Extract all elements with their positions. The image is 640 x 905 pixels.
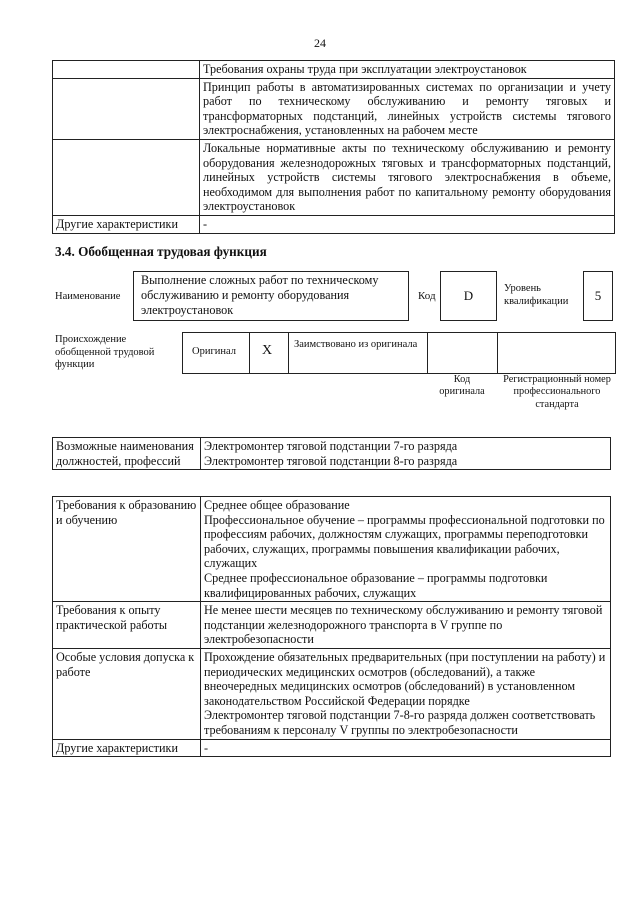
requirement-line: Профессиональное обучение – программы профессиональной подготовки по профессиям рабочих, должностям служащих, программы переподготовки рабочих, служащих, программы повышения квалификации рабочих, служащих (204, 512, 605, 571)
table-row (53, 139, 615, 215)
requirement-line: Электромонтер тяговой подстанции 7-8-го разряда должен соответствовать требованиям к персоналу V группы по электробезопасности (204, 708, 596, 737)
positions-values (201, 438, 611, 470)
reg-number-caption: Регистрационный номер профессионального стандарта (503, 374, 611, 410)
row-text: - (200, 215, 615, 233)
row-text: Локальные нормативные акты по техническому обслуживанию и ремонту оборудования железнодорожных тяговых и трансформаторных подстанций, линейных устройств системы тягового электроснабжения в объеме, необходимом для выполнения работ по капитальному ремонту оборудования электроустановок (200, 139, 615, 215)
row-label (53, 78, 200, 139)
row-label (53, 61, 200, 79)
table-row (53, 438, 611, 470)
section-title: 3.4. Обобщенная трудовая функция (55, 244, 267, 259)
function-name: Выполнение сложных работ по техническому обслуживанию и ремонту оборудования электроустановок (133, 271, 409, 321)
requirement-text (201, 497, 611, 602)
table-row (53, 602, 611, 649)
origin-divider-2 (427, 332, 498, 374)
positions-label: Возможные наименования должностей, профессий (53, 438, 201, 470)
table-row (53, 215, 615, 233)
row-text: Требования охраны труда при эксплуатации электроустановок (200, 61, 615, 79)
requirement-text (201, 648, 611, 739)
requirement-line: Не менее шести месяцев по техническому обслуживанию и ремонту тяговой подстанции железнодорожного транспорта в V группе по электробезопасности (204, 603, 603, 647)
origin-label: Происхождение обобщенной трудовой функции (55, 334, 155, 370)
table-row (53, 739, 611, 757)
requirement-line: Среднее общее образование (204, 498, 350, 512)
positions-table (52, 437, 611, 470)
table-row (53, 78, 615, 139)
requirements-table (52, 496, 611, 757)
original-mark: X (262, 343, 273, 358)
table-row (53, 497, 611, 602)
requirement-label: Особые условия допуска к работе (53, 648, 201, 739)
code-value: D (440, 271, 497, 321)
row-label: Другие характеристики (53, 215, 200, 233)
requirement-label: Другие характеристики (53, 739, 201, 757)
row-text: Принцип работы в автоматизированных системах по организации и учету работ по техническому обслуживанию и ремонту тяговых и трансформаторных подстанций, линейных устройств системы тягового электроснабжения, установленных на рабочем месте (200, 78, 615, 139)
level-label: Уровень квалификации (504, 283, 569, 307)
requirement-text (201, 739, 611, 757)
knowledge-table (52, 60, 615, 234)
page-number: 24 (314, 36, 326, 50)
requirement-line: Среднее профессиональное образование – программы подготовки квалифицированных рабочих, служащих (204, 570, 548, 600)
requirement-label: Требования к опыту практической работы (53, 602, 201, 649)
name-label: Наименование (55, 291, 121, 302)
requirement-label: Требования к образованию и обучению (53, 497, 201, 602)
code-original-caption: Код оригинала (439, 374, 485, 398)
code-label: Код (418, 290, 436, 302)
requirement-line: Прохождение обязательных предварительных (при поступлении на работу) и периодических медицинских осмотров (обследований), а также внеочередных медицинских осмотров (обследований) в установленном законодательством Российской Федерации порядке (204, 649, 606, 708)
position-item: Электромонтер тяговой подстанции 7-го разряда (204, 439, 458, 453)
position-item: Электромонтер тяговой подстанции 8-го разряда (204, 453, 458, 468)
original-label: Оригинал (192, 346, 236, 357)
requirement-line: - (204, 740, 209, 755)
level-value: 5 (583, 271, 613, 321)
borrowed-label: Заимствовано из оригинала (294, 339, 418, 350)
requirement-text (201, 602, 611, 649)
table-row (53, 61, 615, 79)
row-label (53, 139, 200, 215)
table-row (53, 648, 611, 739)
